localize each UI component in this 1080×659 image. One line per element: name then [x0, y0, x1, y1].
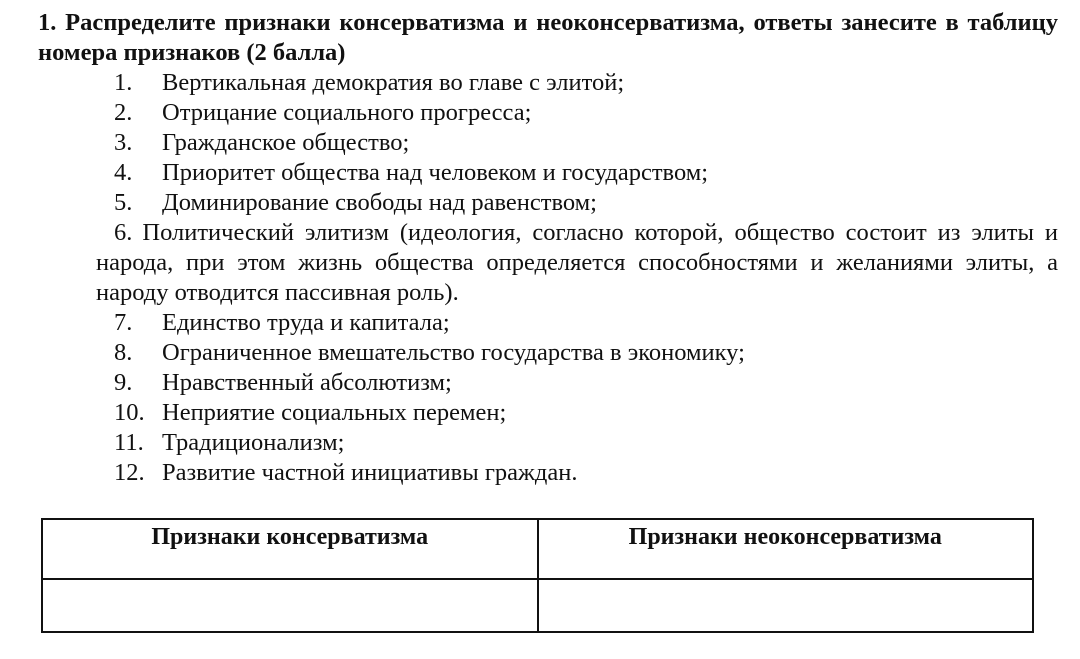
task-title: 1. Распределите признаки консерватизма и неоконсерватизма, ответы занесите в таблицу номера признаков (2 балла): [38, 9, 1058, 66]
list-item: [0, 398, 1080, 428]
list-item: [0, 338, 1080, 368]
item-number: 1.: [114, 69, 133, 96]
item-text: Нравственный абсолютизм;: [162, 369, 452, 396]
item-number: 3.: [114, 129, 133, 156]
header-conservatism: Признаки консерватизма: [42, 519, 538, 579]
item-text: Традиционализм;: [162, 429, 345, 456]
answer-table: [41, 518, 1034, 633]
table-row: [42, 579, 1033, 632]
item-text: Неприятие социальных перемен;: [162, 399, 507, 426]
list-item: [0, 68, 1080, 98]
item-text: Приоритет общества над человеком и государством;: [162, 159, 709, 186]
item-text: Отрицание социального прогресса;: [162, 99, 532, 126]
item-number: 4.: [114, 159, 133, 186]
answer-cell-conservatism[interactable]: [42, 579, 538, 632]
item-text: Политический элитизм (идеология, согласно которой, общество состоит из элиты и народа, при этом жизнь общества определяется способностями и желаниями элиты, а народу отводится пассивная роль).: [96, 219, 1058, 306]
list-item: [0, 188, 1080, 218]
list-item: [0, 428, 1080, 458]
list-item: [0, 98, 1080, 128]
list-item: [0, 458, 1080, 488]
features-list: [0, 68, 1080, 488]
item-text: Ограниченное вмешательство государства в экономику;: [162, 339, 745, 366]
item-number: 12.: [114, 459, 145, 486]
item-text: Доминирование свободы над равенством;: [162, 189, 597, 216]
item-number: 7.: [114, 309, 133, 336]
list-item: [0, 218, 1080, 308]
item-number: 8.: [114, 339, 133, 366]
item-number: 2.: [114, 99, 133, 126]
item-number: 5.: [114, 189, 133, 216]
list-item: [0, 128, 1080, 158]
answer-cell-neoconservatism[interactable]: [538, 579, 1034, 632]
item-number: 9.: [114, 369, 133, 396]
list-item: [0, 158, 1080, 188]
item-number: 11.: [114, 429, 144, 456]
table-header-row: [42, 519, 1033, 579]
header-neoconservatism: Признаки неоконсерватизма: [538, 519, 1034, 579]
item-text: Развитие частной инициативы граждан.: [162, 459, 578, 486]
item-number: 10.: [114, 399, 145, 426]
list-item: [0, 368, 1080, 398]
item-text: Единство труда и капитала;: [162, 309, 450, 336]
list-item: [0, 308, 1080, 338]
item-text: Гражданское общество;: [162, 129, 410, 156]
item-text: Вертикальная демократия во главе с элитой;: [162, 69, 625, 96]
item-number: 6.: [114, 219, 133, 246]
